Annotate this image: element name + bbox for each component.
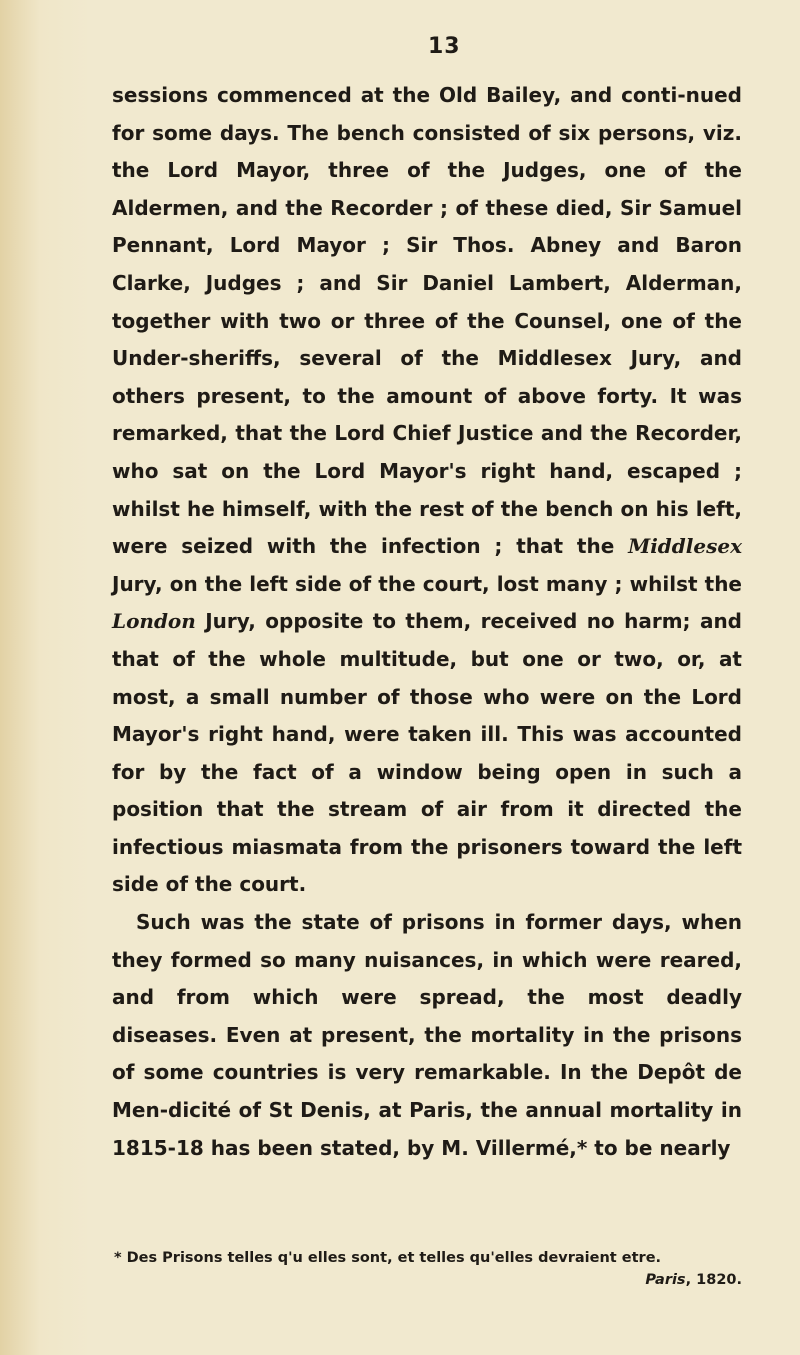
middlesex-italic: Middlesex	[628, 534, 742, 559]
paragraph-1	[112, 77, 742, 904]
footnote-place: Paris	[645, 1272, 686, 1288]
footnote-text: * Des Prisons telles q'u elles sont, et telles qu'elles devraient etre.	[114, 1250, 662, 1266]
footnote-year: , 1820.	[685, 1272, 742, 1288]
body-text	[112, 77, 742, 1167]
london-italic: London	[112, 609, 196, 634]
footnote	[114, 1247, 744, 1291]
paragraph-1-text-c: Jury, opposite to them, received no harm; and that of the whole multitude, but one or two, or, at most, a small number of those who were on the Lord Mayor's right hand, were taken ill. This was accounted for by the fact of a window being open in such a position that the stream of air from it directed the infectious miasmata from the prisoners toward the left side of the court.	[112, 609, 742, 897]
paragraph-1-text-b: Jury, on the left side of the court, lost many ; whilst the	[112, 571, 742, 596]
footnote-citation	[114, 1269, 744, 1291]
paragraph-1-text-a: sessions commenced at the Old Bailey, and conti-nued for some days. The bench consisted of six persons, viz. the Lord Mayor, three of the Judges, one of the Aldermen, and the Recorder ; of these died, Sir Samuel Pennant, Lord Mayor ; Sir Thos. Abney and Baron Clarke, Judges ; and Sir Daniel Lambert, Alderman, together with two or three of the Counsel, one of the Under-sheriffs, several of the Middlesex Jury, and others present, to the amount of above forty. It was remarked, that the Lord Chief Justice and the Recorder, who sat on the Lord Mayor's right hand, escaped ; whilst he himself, with the rest of the bench on his left, were seized with the infection ; that the	[112, 83, 742, 559]
page-number: 13	[428, 34, 461, 59]
paragraph-2: Such was the state of prisons in former days, when they formed so many nuisances, in which were reared, and from which were spread, the most deadly diseases. Even at present, the mortality in the prisons of some countries is very remarkable. In the Depôt de Men-dicité of St Denis, at Paris, the annual mortality in 1815-18 has been stated, by M. Villermé,* to be nearly	[112, 910, 742, 1160]
